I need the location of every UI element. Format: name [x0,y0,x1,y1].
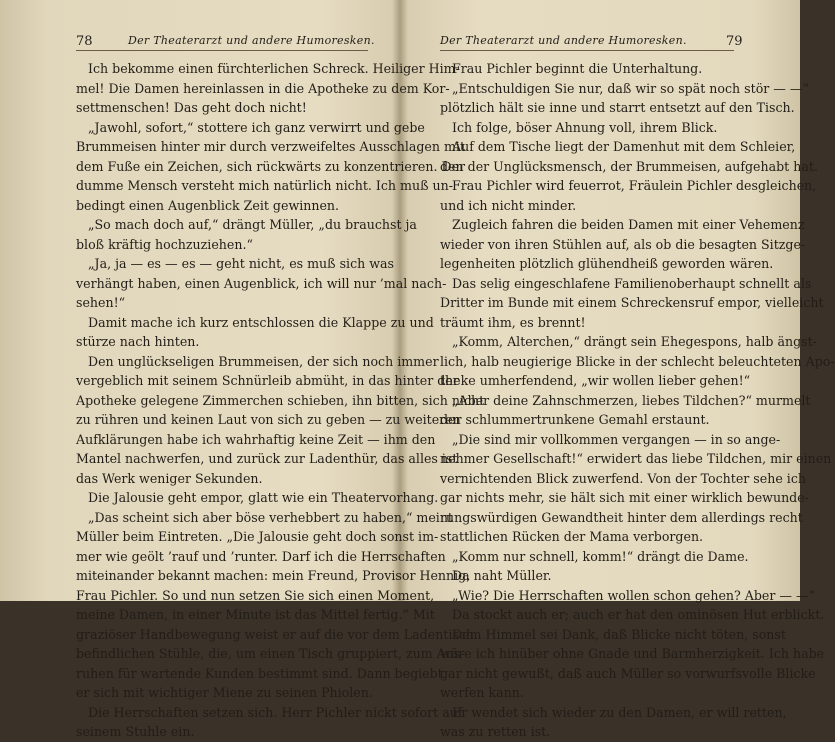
text-line: befindlichen Stühle, die, um einen Tisch gruppiert, zum Aus- [76,646,465,661]
text-line: settmenschen! Das geht doch nicht! [76,100,307,115]
text-line: Er wendet sich wieder zu den Damen, er will retten, [452,704,787,720]
text-line: plötzlich hält sie inne und starrt entsetzt auf den Tisch. [440,100,795,115]
text-line: theke umherfendend, „wir wollen lieber gehen!“ [440,373,751,388]
text-line: ruhen für wartende Kunden bestimmt sind. Dann begiebt [76,665,443,681]
text-line: Apotheke gelegene Zimmerchen schieben, ihn bitten, sich nicht [76,392,485,408]
text-line: Die Herrschaften setzen sich. Herr Pichler nickt sofort auf [88,704,463,720]
text-line: bloß kräftig hochzuziehen.“ [76,236,253,252]
text-line: „Komm, Alterchen,“ drängt sein Ehegespons, halb ängst- [452,334,817,349]
page-number: 78 [76,34,93,49]
text-line: sehen!“ [76,295,126,310]
text-line: gar nicht gewußt, daß auch Müller so vorwurfsvolle Blicke [440,665,816,681]
text-line: „Die sind mir vollkommen vergangen — in so ange- [452,431,781,447]
text-line: wieder von ihren Stühlen auf, als ob die besagten Sitzge- [440,236,806,252]
text-line: Die Jalousie geht empor, glatt wie ein Theatervorhang. [88,490,439,505]
text-line: verhängt haben, einen Augenblick, ich will nur ’mal nach- [76,275,447,291]
text-line: „Komm nur schnell, komm!“ drängt die Dame. [452,548,749,564]
text-line: „Aber deine Zahnschmerzen, liebes Tildchen?“ murmelt [452,392,811,408]
text-line: Dritter im Bunde mit einem Schreckensruf empor, vielleicht [440,295,824,310]
text-line: Frau Pichler. So und nun setzen Sie sich einen Moment, [76,587,435,603]
header-rule [76,50,368,51]
text-line: Den unglückseligen Brummeisen, der sich noch immer [88,353,439,369]
text-line: bedingt einen Augenblick Zeit gewinnen. [76,197,340,213]
text-line: rungswürdigen Gewandtheit hinter dem allerdings recht [440,509,803,525]
text-line: meine Damen, in einer Minute ist das Mittel fertig.“ Mit [76,607,435,622]
text-line: gar nichts mehr, sie hält sich mit einer wirklich bewunde- [440,490,809,505]
text-line: „Ja, ja — es — es — geht nicht, es muß sich was [88,256,394,271]
text-line: „Wie? Die Herrschaften wollen schon gehen? Aber — —“ [452,587,816,603]
text-line: Mantel nachwerfen, und zurück zur Ladenthür, das alles ist [76,451,458,466]
text-line: lich, halb neugierige Blicke in der schlecht beleuchteten Apo- [440,353,835,369]
text-line: nehmer Gesellschaft!“ erwidert das liebe Tildchen, mir einen [440,451,832,466]
text-line: werfen kann. [440,685,524,700]
text-line: träumt ihm, es brennt! [440,314,586,330]
text-line: das Werk weniger Sekunden. [76,470,263,486]
text-line: Ich bekomme einen fürchterlichen Schreck. Heiliger Him- [88,61,460,76]
text-line: legenheiten plötzlich glühendheiß geworden wären. [440,256,774,271]
body-text [440,59,835,742]
text-line: „Jawohl, sofort,“ stottere ich ganz verwirrt und gebe [88,119,425,135]
text-line: Das selig eingeschlafene Familienoberhaupt schnellt als [452,275,812,291]
text-line: Dem Himmel sei Dank, daß Blicke nicht töten, sonst [452,626,786,642]
text-line: vernichtenden Blick zuwerfend. Von der Tochter sehe ich [440,470,806,486]
text-line: Da naht Müller. [452,568,552,583]
text-line: vergeblich mit seinem Schnürleib abmüht, in das hinter der [76,373,459,388]
text-line: dumme Mensch versteht mich natürlich nicht. Ich muß un- [76,178,453,193]
text-line: mel! Die Damen hereinlassen in die Apotheke zu dem Kor- [76,80,450,96]
text-line: stürze nach hinten. [76,334,200,349]
text-line: Ich folge, böser Ahnung voll, ihrem Blick. [452,119,718,135]
text-line: Auf dem Tische liegt der Damenhut mit dem Schleier, [452,139,796,154]
text-line: Zugleich fahren die beiden Damen mit einer Vehemenz [452,217,805,232]
text-line: „Das scheint sich aber böse verhebbert zu haben,“ meint [88,509,453,525]
text-line: Müller beim Eintreten. „Die Jalousie geht doch sonst im- [76,529,439,544]
text-line: Frau Pichler wird feuerrot, Fräulein Pichler desgleichen, [452,178,817,193]
text-line: den der Unglücksmensch, der Brummeisen, aufgehabt hat. [440,158,818,174]
text-line: und ich nicht minder. [440,197,577,213]
text-line: Aufklärungen habe ich wahrhaftig keine Zeit — ihm den [76,431,436,447]
running-head: Der Theaterarzt und andere Humoresken. [128,34,375,47]
text-line: was zu retten ist. [440,724,551,739]
text-line: „Entschuldigen Sie nur, daß wir so spät noch stör — —“ [452,80,809,96]
text-line: Brummeisen hinter mir durch verzweifeltes Ausschlagen mit [76,139,466,154]
text-line: graziöser Handbewegung weist er auf die vor dem Ladentisch [76,626,475,642]
text-line: miteinander bekannt machen: mein Freund, Provisor Hennig, [76,568,471,583]
text-line: Da stockt auch er; auch er hat den ominösen Hut erblickt. [452,607,825,622]
right-page [400,0,835,739]
text-line: „So mach doch auf,“ drängt Müller, „du brauchst ja [88,217,417,232]
text-line: seinem Stuhle ein. [76,724,195,739]
header-rule [440,50,734,51]
text-line: zu rühren und keinen Laut von sich zu geben — zu weiteren [76,412,461,427]
text-line: Damit mache ich kurz entschlossen die Klappe zu und [88,314,434,330]
text-line: wäre ich hinüber ohne Gnade und Barmherzigkeit. Ich habe [440,646,825,661]
text-line: er sich mit wichtiger Miene zu seinen Phiolen. [76,685,373,700]
text-line: der schlummertrunkene Gemahl erstaunt. [440,412,710,427]
text-line: mer wie geölt ’rauf und ’runter. Darf ich die Herrschaften [76,548,446,564]
text-line: stattlichen Rücken der Mama verborgen. [440,529,704,544]
text-line: Frau Pichler beginnt die Unterhaltung. [452,61,703,76]
page-number: 79 [726,34,743,49]
text-line: dem Fuße ein Zeichen, sich rückwärts zu konzentrieren. Der [76,158,466,174]
running-head: Der Theaterarzt und andere Humoresken. [440,34,687,47]
